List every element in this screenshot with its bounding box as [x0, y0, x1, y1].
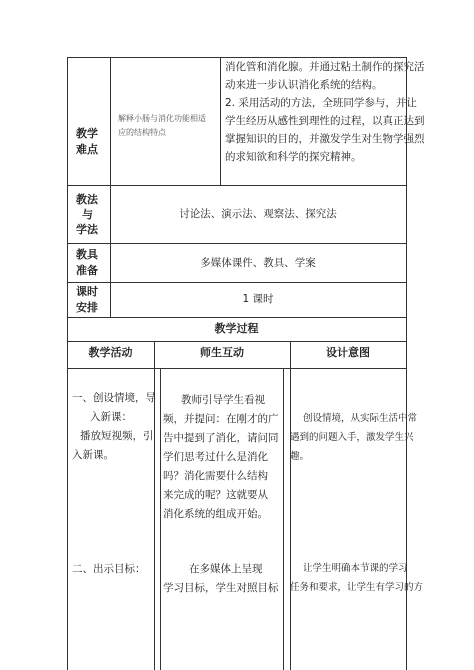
hours-value: 1 课时 — [242, 293, 274, 305]
row-border-title-bottom — [67, 341, 406, 342]
row1-interaction-line: 消化系统的组成开始。 — [163, 508, 268, 520]
row1-intent-line: 遇到的问题入手，激发学生兴 — [290, 432, 414, 443]
tools-label-line1: 教具 — [76, 248, 98, 261]
row2-activity-line: 二、出示目标： — [72, 563, 146, 575]
row1-interaction-line: 告中提到了消化，请问同 — [163, 432, 279, 444]
row-border-hours-bottom — [67, 317, 406, 318]
process-inner-divider-activity — [160, 368, 161, 670]
topic-column-divider — [220, 57, 221, 185]
methods-label-line1: 教法 — [76, 193, 98, 206]
row1-interaction-line: 学们思考过什么是消化 — [163, 451, 268, 463]
difficulty-desc-line: 学生经历从感性到理性的过程，以真正达到 — [225, 115, 425, 127]
methods-label-line2: 与 — [82, 208, 93, 221]
tools-label-line2: 准备 — [76, 264, 98, 277]
difficulty-label-line2: 难点 — [76, 143, 98, 156]
process-divider-2 — [290, 341, 291, 670]
methods-label-line3: 学法 — [76, 223, 98, 236]
difficulty-topic-line2: 应的结构特点 — [118, 128, 166, 137]
row1-interaction-line: 教师引导学生看视 — [181, 394, 265, 406]
difficulty-desc-line: 掌握知识的目的，并激发学生对生物学强烈 — [225, 133, 425, 145]
difficulty-label-line1: 教学 — [76, 127, 98, 140]
process-title: 教学过程 — [214, 322, 259, 335]
row1-activity-line: 播放短视频，引 — [80, 430, 154, 442]
row-border-methods-bottom — [67, 243, 406, 244]
header-interaction: 师生互动 — [200, 346, 244, 359]
row2-intent-line: 让学生明确本节课的学习 — [303, 563, 408, 574]
process-inner-divider-intent — [283, 368, 284, 670]
row1-interaction-line: 吗？消化需要什么结构 — [163, 470, 268, 482]
difficulty-desc-line: 的求知欲和科学的探究精神。 — [225, 151, 362, 163]
difficulty-desc-line: 消化管和消化腺。并通过粘土制作的探究活 — [225, 61, 425, 73]
row1-interaction-line: 来完成的呢？这就要从 — [163, 489, 268, 501]
header-intent: 设计意图 — [326, 346, 370, 359]
row1-activity-line: 一、创设情境，导 — [72, 392, 156, 404]
row-border-difficulty-bottom — [67, 185, 406, 186]
difficulty-desc-line: 动来进一步认识消化系统的结构。 — [225, 79, 383, 91]
row1-intent-line: 趣。 — [290, 451, 310, 462]
row-border-headers-bottom — [67, 368, 406, 369]
label-column-divider — [110, 57, 111, 317]
table-left-border — [67, 57, 68, 670]
row1-intent-line: 创设情境，从实际生活中常 — [303, 413, 418, 424]
row1-interaction-line: 频，并提问：在刚才的广 — [163, 413, 279, 425]
row1-activity-line: 入新课： — [90, 411, 132, 423]
row2-interaction-line: 在多媒体上呈现 — [189, 563, 263, 575]
table-right-border — [406, 57, 407, 670]
tools-value: 多媒体课件、教具、学案 — [200, 257, 316, 269]
row2-interaction-line: 学习目标，学生对照目标 — [163, 582, 279, 594]
hours-label-line2: 安排 — [76, 301, 98, 314]
row2-intent-line: 任务和要求，让学生有学习的方 — [290, 582, 424, 593]
methods-value: 讨论法、演示法、观察法、探究法 — [179, 208, 337, 220]
difficulty-desc-line: 2. 采用活动的方法，全班同学参与，并让 — [225, 97, 417, 109]
table-top-border — [67, 57, 406, 58]
row-border-tools-bottom — [67, 282, 406, 283]
difficulty-topic-line1: 解释小肠与消化功能相适 — [118, 114, 206, 123]
header-activity: 教学活动 — [88, 346, 133, 359]
row1-activity-line: 入新课。 — [72, 449, 114, 461]
hours-label-line1: 课时 — [76, 285, 98, 298]
